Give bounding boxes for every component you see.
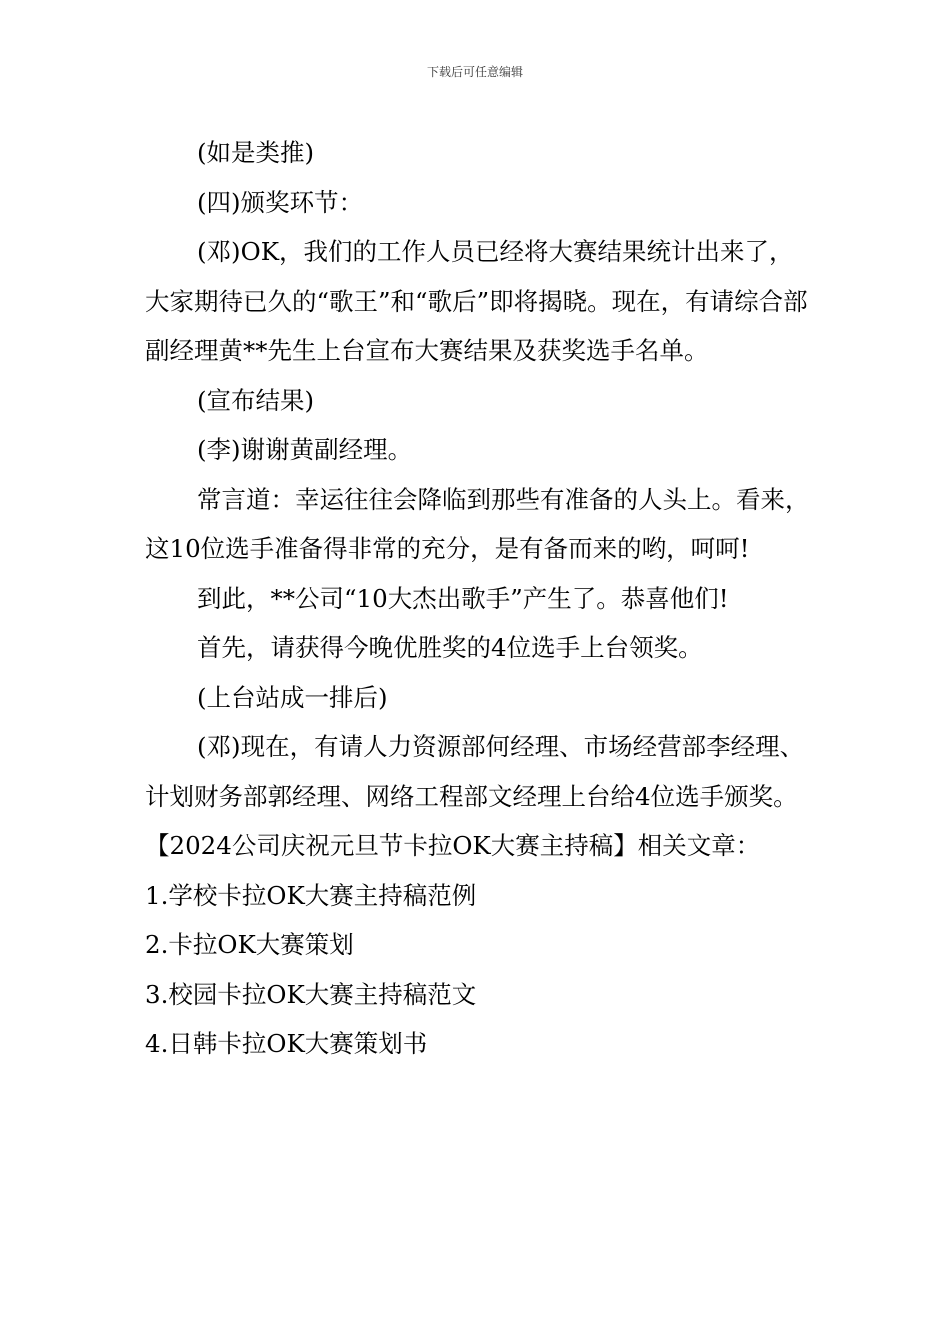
related-article-2: 2.卡拉OK大赛策划 bbox=[145, 930, 354, 959]
paragraph-8: 首先，请获得今晚优胜奖的4位选手上台领奖。 bbox=[197, 633, 703, 662]
paragraph-3: (邓)OK，我们的工作人员已经将大赛结果统计出来了，大家期待已久的“歌王”和“歌后”即将揭晓。现在，有请综合部副经理黄**先生上台宣布大赛结果及获奖选手名单。 bbox=[145, 237, 808, 365]
related-articles-heading: 【2024公司庆祝元旦节卡拉OK大赛主持稿】相关文章： bbox=[145, 831, 761, 860]
paragraph-6: 常言道：幸运往往会降临到那些有准备的人头上。看来，这10位选手准备得非常的充分，是有备而来的哟，呵呵! bbox=[145, 484, 810, 563]
paragraph-1: (如是类推) bbox=[197, 138, 315, 167]
document-body bbox=[145, 128, 813, 1069]
related-article-3: 3.校园卡拉OK大赛主持稿范文 bbox=[145, 979, 477, 1009]
paragraph-4: (宣布结果) bbox=[197, 385, 315, 415]
related-article-4: 4.日韩卡拉OK大赛策划书 bbox=[145, 1029, 428, 1058]
paragraph-5: (李)谢谢黄副经理。 bbox=[197, 435, 413, 464]
page-header: 下载后可任意编辑 bbox=[426, 65, 523, 79]
paragraph-2: (四)颁奖环节： bbox=[197, 187, 364, 217]
related-article-1: 1.学校卡拉OK大赛主持稿范例 bbox=[145, 880, 477, 910]
paragraph-10: (邓)现在，有请人力资源部何经理、市场经营部李经理、计划财务部郭经理、网络工程部文经理上台给4位选手颁奖。 bbox=[145, 732, 805, 811]
paragraph-9: (上台站成一排后) bbox=[197, 682, 388, 712]
paragraph-7: 到此，**公司“10大杰出歌手”产生了。恭喜他们! bbox=[197, 583, 729, 613]
